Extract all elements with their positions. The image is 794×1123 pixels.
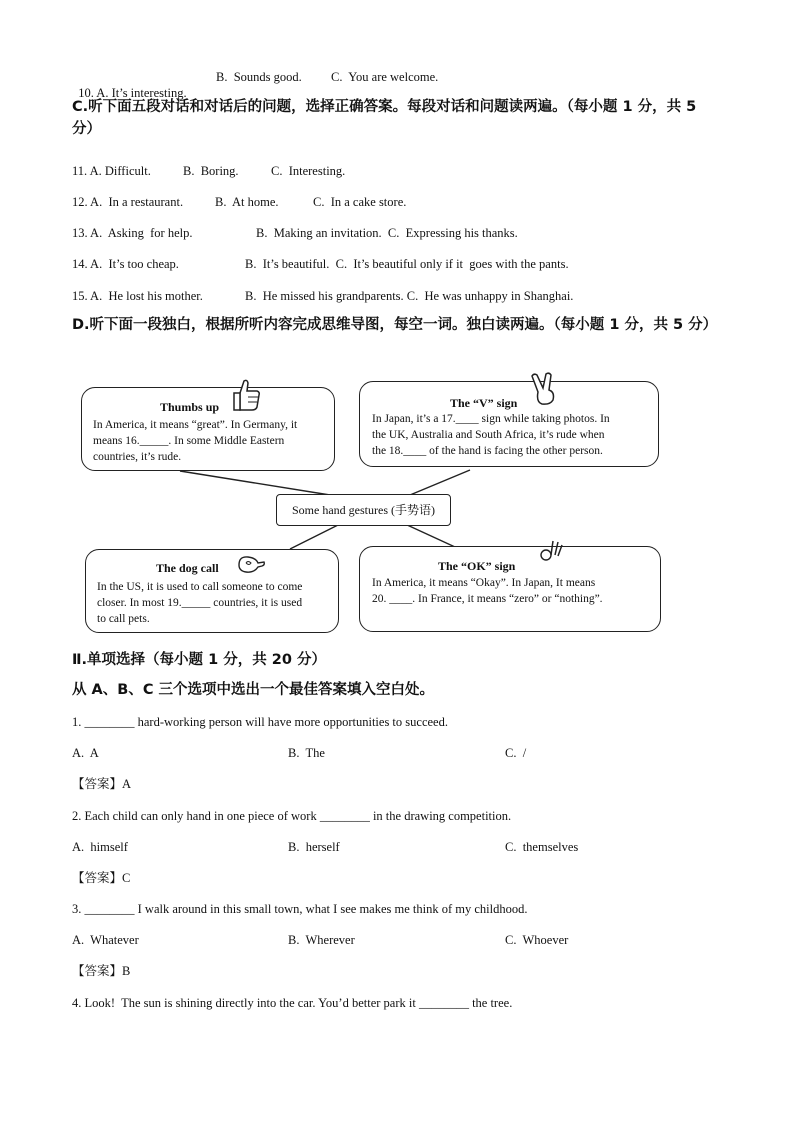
thumbs-up-box: [81, 387, 335, 471]
q15-option-bc: B. He missed his grandparents. C. He was unhappy in Shanghai.: [245, 289, 574, 303]
q12-option-b: B. At home.: [215, 195, 279, 209]
dog-call-line-2: closer. In most 19._____ countries, it is used: [97, 597, 303, 609]
section-2-heading: Ⅱ.单项选择（每小题 1 分，共 20 分）: [72, 652, 327, 668]
thumbs-up-line-2: means 16._____. In some Middle Eastern: [93, 435, 285, 447]
v-sign-line-2: the UK, Australia and South Africa, it’s rude when: [372, 429, 605, 441]
dog-call-icon: [236, 553, 266, 575]
section-d-heading: D.听下面一段独白，根据所听内容完成思维导图，每空一词。独白读两遍。（每小题 1 分，共 5 分）: [72, 317, 718, 333]
q11-option-a: 11. A. Difficult.: [72, 164, 151, 178]
answer-value: A: [122, 777, 132, 791]
dog-call-box: [85, 549, 339, 633]
thumbs-up-text: [93, 417, 297, 465]
mcq-3-option-c: C. Whoever: [505, 933, 569, 947]
ok-sign-text: [372, 575, 603, 607]
ok-sign-line-1: In America, it means “Okay”. In Japan, It means: [372, 577, 596, 589]
v-sign-title: The “V” sign: [450, 396, 518, 410]
q14-option-a: 14. A. It’s too cheap.: [72, 257, 179, 271]
answer-value: B: [122, 964, 131, 978]
mcq-4-stem: 4. Look! The sun is shining directly into the car. You’d better park it ________ the tree.: [72, 996, 513, 1010]
thumbs-up-title: Thumbs up: [160, 400, 220, 414]
thumbs-up-line-3: countries, it’s rude.: [93, 451, 182, 463]
mcq-3-answer: [72, 963, 130, 979]
answer-tag: 【答案】: [72, 870, 123, 885]
mcq-1-option-c: C. /: [505, 746, 527, 760]
q13-option-bc: B. Making an invitation. C. Expressing his thanks.: [256, 226, 518, 240]
q11-option-c: C. Interesting.: [271, 164, 346, 178]
ok-sign-line-2: 20. ____. In France, it means “zero” or “nothing”.: [372, 593, 603, 605]
mcq-3-option-a: A. Whatever: [72, 933, 139, 947]
mcq-1-answer: [72, 776, 131, 792]
q12-option-c: C. In a cake store.: [313, 195, 407, 209]
section-2-instruction: 从 A、B、C 三个选项中选出一个最佳答案填入空白处。: [72, 682, 435, 698]
thumbs-up-line-1: In America, it means “great”. In Germany, it: [93, 419, 298, 431]
mcq-1-option-a: A. A: [72, 746, 99, 760]
answer-tag: 【答案】: [72, 776, 123, 791]
ok-sign-icon: [538, 537, 566, 565]
q10-option-b: B. Sounds good.: [216, 70, 302, 84]
dog-call-line-1: In the US, it is used to call someone to come: [97, 581, 303, 593]
v-sign-box: [359, 381, 659, 467]
q12-option-a: 12. A. In a restaurant.: [72, 195, 184, 209]
mcq-2-option-a: A. himself: [72, 840, 128, 854]
mcq-1-stem: 1. ________ hard-working person will have more opportunities to succeed.: [72, 715, 448, 729]
mcq-3-stem: 3. ________ I walk around in this small town, what I see makes me think of my childhood.: [72, 902, 528, 916]
v-sign-line-3: the 18.____ of the hand is facing the other person.: [372, 445, 603, 457]
mcq-2-stem: 2. Each child can only hand in one piece of work ________ in the drawing competition.: [72, 809, 512, 823]
mcq-2-answer: [72, 870, 130, 886]
q14-option-bc: B. It’s beautiful. C. It’s beautiful only if it goes with the pants.: [245, 257, 569, 271]
answer-tag: 【答案】: [72, 963, 123, 978]
q13-option-a: 13. A. Asking for help.: [72, 226, 193, 240]
thumbs-up-icon: [230, 377, 262, 413]
dog-call-title: The dog call: [156, 561, 219, 575]
q10-option-c: C. You are welcome.: [331, 70, 439, 84]
mcq-2-option-c: C. themselves: [505, 840, 579, 854]
v-sign-icon: [528, 372, 560, 406]
q15-option-a: 15. A. He lost his mother.: [72, 289, 203, 303]
center-topic: Some hand gestures (手势语): [276, 494, 451, 526]
mcq-2-option-b: B. herself: [288, 840, 340, 854]
q10-option-a: 10. A. It’s interesting.: [78, 86, 187, 100]
dog-call-text: [97, 579, 302, 627]
section-c-heading: C.听下面五段对话和对话后的问题，选择正确答案。每段对话和问题读两遍。（每小题 1 分，共 5 分）: [72, 99, 697, 137]
v-sign-text: [372, 411, 610, 459]
v-sign-line-1: In Japan, it’s a 17.____ sign while taking photos. In: [372, 413, 610, 425]
ok-sign-box: [359, 546, 661, 632]
ok-sign-title: The “OK” sign: [438, 559, 516, 573]
mcq-3-option-b: B. Wherever: [288, 933, 355, 947]
answer-value: C: [122, 871, 131, 885]
dog-call-line-3: to call pets.: [97, 613, 150, 625]
q11-option-b: B. Boring.: [183, 164, 239, 178]
mcq-1-option-b: B. The: [288, 746, 325, 760]
